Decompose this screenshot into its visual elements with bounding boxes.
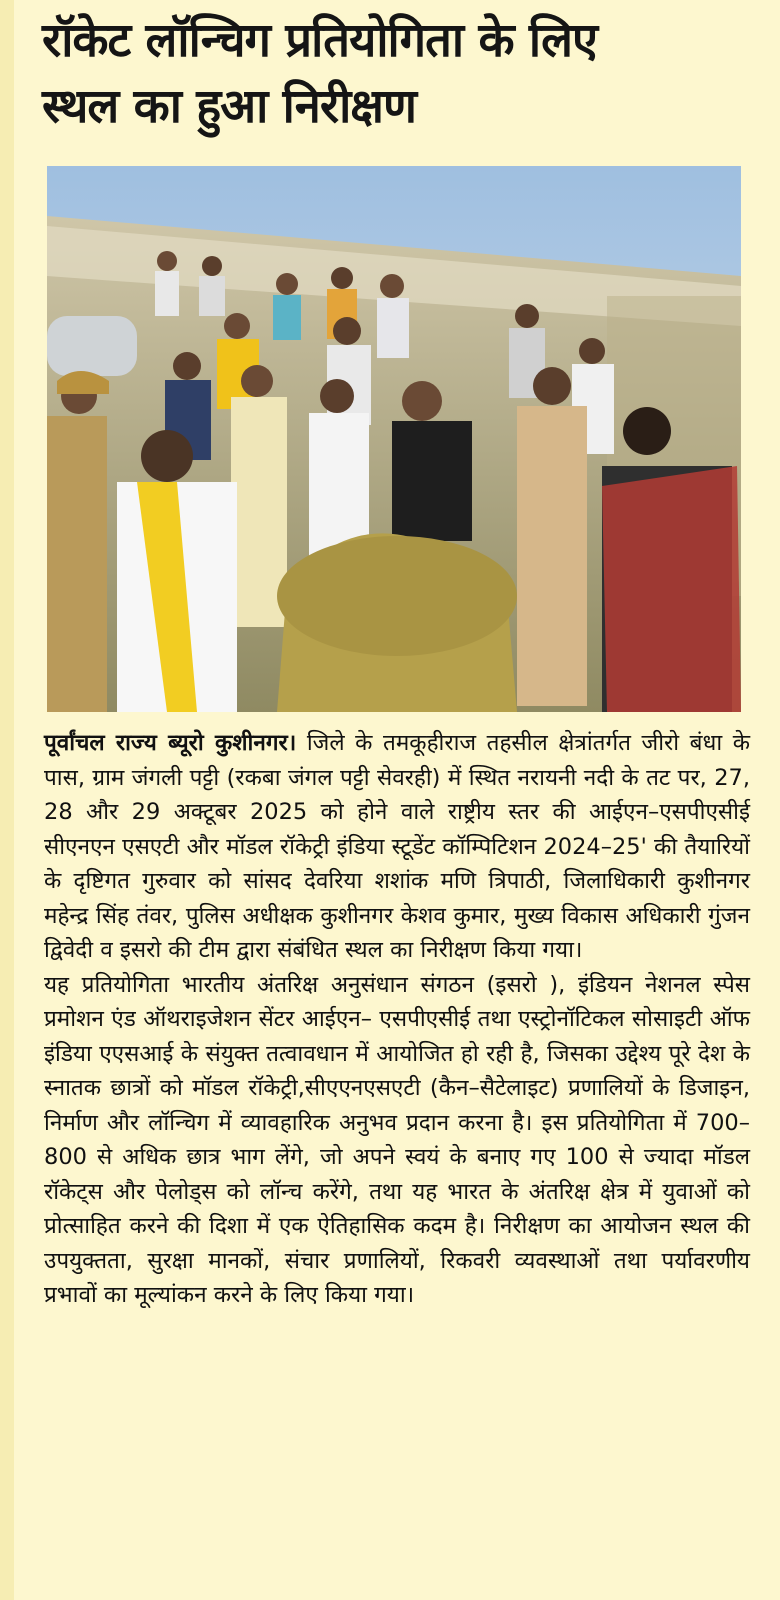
page-edge bbox=[0, 0, 14, 1600]
article-body bbox=[44, 726, 750, 1313]
dateline: पूर्वांचल राज्य ब्यूरो कुशीनगर। bbox=[44, 730, 297, 756]
headline bbox=[42, 8, 762, 140]
headline-line-1: रॉकेट लॉन्चिग प्रतियोगिता के लिए bbox=[42, 13, 597, 68]
article-paragraph-2: यह प्रतियोगिता भारतीय अंतरिक्ष अनुसंधान संगठन (इसरो ), इंडियन नेशनल स्पेस प्रमोशन एंड ऑथराइजेशन सेंटर आईएन– एसपीएसीई तथा एस्ट्रोनॉटिकल सोसाइटी ऑफ इंडिया एएसआई के संयुक्त तत्वावधान में आयोजित हो रही है, जिसका उद्देश्य पूरे देश के स्नातक छात्रों को मॉडल रॉकेट्री,सीएएनएसएटी (कैन–सैटेलाइट) प्रणालियों के डिजाइन, निर्माण और लॉन्चिग में व्यावहारिक अनुभव प्रदान करना है। इस प्रतियोगिता में 700–800 से अधिक छात्र भाग लेंगे, जो अपने स्वयं के बनाए गए 100 से ज्यादा मॉडल रॉकेट्स और पेलोड्स को लॉन्च करेंगे, तथा यह भारत के अंतरिक्ष क्षेत्र में युवाओं को प्रोत्साहित करने की दिशा में एक ऐतिहासिक कदम है। निरीक्षण का आयोजन स्थल की उपयुक्तता, सुरक्षा मानकों, संचार प्रणालियों, रिकवरी व्यवस्थाओं तथा पर्यावरणीय प्रभावों का मूल्यांकन करने के लिए किया गया। bbox=[44, 971, 750, 1308]
news-photo bbox=[47, 166, 741, 712]
paragraph-1-text: जिले के तमकूहीराज तहसील क्षेत्रांतर्गत जीरो बंधा के पास, ग्राम जंगली पट्टी (रकबा जंगल पट्टी सेवरही) में स्थित नरायनी नदी के तट पर, 27, 28 और 29 अक्टूबर 2025 को होने वाले राष्ट्रीय स्तर की आईएन–एसपीएसीई सीएनएन एसएटी और मॉडल रॉकेट्री इंडिया स्टूडेंट कॉम्पिटिशन 2024–25' की तैयारियों के दृष्टिगत गुरुवार को सांसद देवरिया शशांक मणि त्रिपाठी, जिलाधिकारी कुशीनगर महेन्द्र सिंह तंवर, पुलिस अधीक्षक कुशीनगर केशव कुमार, मुख्य विकास अधिकारी गुंजन द्विवेदी व इसरो की टीम द्वारा संबंधित स्थल का निरीक्षण किया गया। bbox=[44, 730, 751, 963]
headline-line-2: स्थल का हुआ निरीक्षण bbox=[42, 79, 416, 134]
article-paragraph-1 bbox=[44, 726, 750, 968]
